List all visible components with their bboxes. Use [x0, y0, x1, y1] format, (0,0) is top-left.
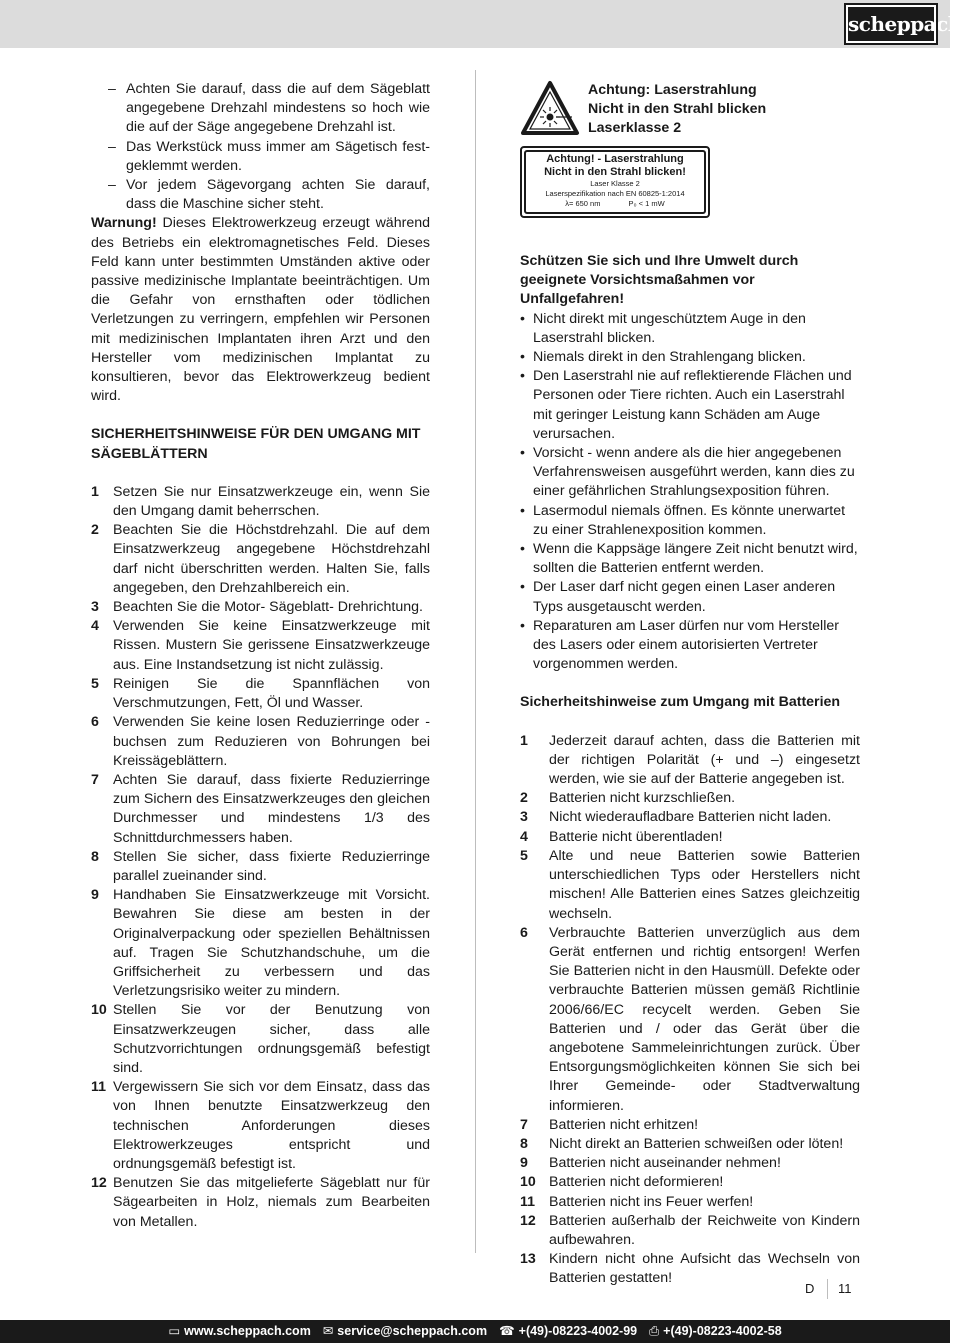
- list-item: [91, 1001, 430, 1078]
- list-item: [520, 367, 860, 444]
- right-column: [520, 80, 860, 1289]
- list-item: [91, 771, 430, 848]
- list-item: [520, 847, 860, 924]
- item-text: Der Laser darf nicht gegen einen Laser anderen Typs ausgetauscht werden.: [533, 579, 836, 615]
- label-wavelength: λ= 650 nm: [565, 199, 601, 208]
- bullet-icon: •: [520, 310, 525, 327]
- laser-warning: [520, 80, 860, 142]
- list-item: [520, 540, 860, 578]
- computer-icon: ▭: [168, 1324, 181, 1338]
- item-number: 7: [91, 771, 99, 788]
- item-text: Nicht wiederaufladbare Batterien nicht laden.: [549, 809, 832, 826]
- item-text: Stellen Sie sicher, dass fixierte Reduzierringe parallel zueinander sind.: [113, 848, 430, 884]
- item-text: Wenn die Kappsäge längere Zeit nicht benutzt wird, sollten die Batterien entfernt werden.: [533, 541, 858, 577]
- list-item: [520, 732, 860, 790]
- item-text: Stellen Sie vor der Benutzung von Einsatzwerkzeugen sicher, dass alle Schutzvorrichtungen ordnungsgemäß befestigt sind.: [113, 1002, 430, 1076]
- list-item: [520, 502, 860, 540]
- item-text: Den Laserstrahl nie auf reflektierende Flächen und Personen oder Tiere richten. Auch ein Laserstrahl mit geringer Leistung kann Schäden am Auge verursachen.: [533, 368, 852, 442]
- bullet-icon: •: [520, 445, 525, 462]
- phone-icon: ☎: [499, 1324, 515, 1338]
- footer-phone: ☎ +(49)-08223-4002-99: [499, 1324, 638, 1338]
- item-text: Niemals direkt in den Strahlengang blicken.: [533, 349, 806, 366]
- item-number: 7: [520, 1116, 528, 1133]
- list-item: [520, 808, 860, 827]
- bullet-icon: •: [520, 541, 525, 558]
- item-text: Vergewissern Sie sich vor dem Einsatz, dass das von Ihnen benutzte Einsatzwerkzeug den technischen Anforderungen dieses Elektrowerkzeuges entspricht und ordnungsgemäß befestigt ist.: [113, 1079, 430, 1172]
- item-text: Alte und neue Batterien sowie Batterien unterschiedlichen Typs oder Herstellers nicht mischen! Alle Batterien eines Satzes gleichzeitig wechseln.: [549, 847, 860, 922]
- list-item: [91, 1174, 430, 1232]
- item-text: Kindern nicht ohne Aufsicht das Wechseln von Batterien gestatten!: [549, 1251, 860, 1287]
- item-number: 6: [520, 924, 528, 941]
- item-text: Achten Sie darauf, dass fixierte Reduzierringe zum Sichern des Einsatzwerkzeuges den gleichen Durchmesser und mindestens 1/3 des Schnittdurchmessers haben.: [113, 771, 430, 846]
- item-text: Verbrauchte Batterien unverzüglich aus dem Gerät entfernen und richtig entsorgen! Werfen Sie Batterien nicht in den Hausmüll. Defekte oder verbrauchte Batterien müssen gemäß Richtlinie 2006/66/EC recycelt werden. Geben Sie Batterien und / oder das Gerät über die angebotene Sammeleinrichtungen zurück. Über Entsorgungsmöglichkeiten können Sie sich bei Ihrer Gemeinde- oder Stadtverwaltung informieren.: [549, 924, 860, 1114]
- list-item: [520, 1193, 860, 1212]
- item-number: 3: [520, 809, 528, 826]
- list-item: [520, 789, 860, 808]
- fax-icon: ⎙: [649, 1324, 660, 1338]
- header-bar: [0, 0, 962, 48]
- scheppach-logo: scheppach: [846, 5, 936, 43]
- footer-web[interactable]: ▭ www.scheppach.com: [168, 1324, 311, 1338]
- item-number: 5: [91, 675, 99, 692]
- item-text: Verwenden Sie keine Einsatzwerkzeuge mit Rissen. Mustern Sie gerissene Einsatzwerkzeuge aus. Eine Instandsetzung ist nicht zulässig.: [113, 618, 430, 673]
- item-number: 12: [91, 1175, 107, 1192]
- item-text: Beachten Sie die Motor- Sägeblatt- Drehrichtung.: [113, 599, 423, 616]
- page-number-value: 11: [838, 1281, 852, 1296]
- item-number: 10: [91, 1002, 107, 1019]
- list-item: – Vor jedem Sägevorgang achten Sie darauf, dass die Maschine sicher steht.: [108, 177, 430, 213]
- bullet-icon: •: [520, 617, 525, 634]
- item-number: 11: [520, 1193, 535, 1210]
- list-item: [91, 1078, 430, 1174]
- bullet-icon: •: [520, 368, 525, 385]
- item-number: 9: [91, 887, 99, 904]
- item-number: 4: [91, 618, 99, 635]
- item-text: Lasermodul niemals öffnen. Es könnte unerwartet zu einer Strahlenexposition kommen.: [533, 502, 846, 538]
- label-class: Laser Klasse 2: [590, 179, 640, 188]
- laser-class-label: [520, 146, 710, 218]
- page-number: [805, 1280, 852, 1299]
- list-item: [520, 444, 860, 502]
- list-item: [91, 713, 430, 771]
- item-text: Reinigen Sie die Spannflächen von Verschmutzungen, Fett, Öl und Wasser.: [113, 675, 430, 712]
- item-text: Handhaben Sie Einsatzwerkzeuge mit Vorsicht. Bewahren Sie diese am besten in der Originalverpackung oder speziellen Behältnissen auf. Tragen Sie Schutzhandschuhe, um die Griffsicherheit zu verbessern und das Verletzungsrisiko weiter zu mindern.: [113, 887, 430, 1000]
- item-text: Batterien nicht auseinander nehmen!: [549, 1155, 781, 1172]
- list-item: [520, 578, 860, 616]
- item-number: 2: [520, 790, 528, 807]
- item-text: Batterie nicht überentladen!: [549, 828, 723, 845]
- footer-bar: [0, 1320, 950, 1343]
- laser-warning-icon: [520, 80, 580, 136]
- item-number: 6: [91, 714, 99, 731]
- warning-label: Warnung!: [91, 215, 157, 232]
- item-number: 8: [91, 848, 99, 865]
- item-number: 10: [520, 1174, 536, 1191]
- item-number: 13: [520, 1251, 536, 1268]
- list-item: [520, 310, 860, 348]
- item-number: 9: [520, 1155, 528, 1172]
- item-text: Batterien nicht ins Feuer werfen!: [549, 1193, 754, 1210]
- item-text: Nicht direkt an Batterien schweißen oder löten!: [549, 1135, 844, 1152]
- bullet-icon: •: [520, 579, 525, 596]
- item-number: 1: [520, 732, 528, 749]
- item-text: Reparaturen am Laser dürfen nur vom Hersteller des Lasers oder einem autorisierten Vertreter vorgenommen werden.: [533, 617, 839, 673]
- laser-warning-line: Laserklasse 2: [588, 120, 682, 137]
- list-item: – Das Werkstück muss immer am Sägetisch fest-geklemmt werden.: [108, 138, 430, 174]
- list-item: [520, 1116, 860, 1135]
- language-code: D: [805, 1281, 815, 1296]
- item-text: Batterien nicht erhitzen!: [549, 1116, 699, 1133]
- list-item: [91, 675, 430, 713]
- item-text: Verwenden Sie keine losen Reduzierringe oder -buchsen zum Reduzieren von Bohrungen bei Kreissägeblättern.: [113, 714, 430, 769]
- item-text: Batterien nicht kurzschließen.: [549, 790, 736, 807]
- laser-warning-line: Nicht in den Strahl blicken: [588, 101, 767, 118]
- footer-mail[interactable]: ✉ service@scheppach.com: [322, 1324, 488, 1338]
- label-spec: Laserspezifikation nach EN 60825-1:2014: [545, 189, 685, 198]
- list-item: [91, 886, 430, 1001]
- label-power: P₀ < 1 mW: [628, 199, 665, 208]
- item-text: Setzen Sie nur Einsatzwerkzeuge ein, wenn Sie den Umgang damit beherrschen.: [113, 483, 430, 520]
- list-item: [520, 828, 860, 847]
- label-title: Achtung! - Laserstrahlung: [546, 153, 684, 165]
- label-subtitle: Nicht in den Strahl blicken!: [544, 166, 686, 178]
- list-item: [520, 617, 860, 675]
- mail-icon: ✉: [322, 1324, 334, 1338]
- item-text: Batterien außerhalb der Reichweite von Kindern aufbewahren.: [549, 1212, 860, 1248]
- footer-fax: ⎙ +(49)-08223-4002-58: [649, 1324, 782, 1338]
- item-number: 8: [520, 1135, 528, 1152]
- list-item: [520, 1212, 860, 1250]
- bullet-icon: •: [520, 349, 525, 366]
- list-item: [520, 1173, 860, 1192]
- list-item: [91, 848, 430, 886]
- item-number: 4: [520, 828, 528, 845]
- emf-warning: Warnung! Dieses Elektrowerkzeug erzeugt während des Betriebs ein elektromagnetisches Feld. Dieses Feld kann unter bestimmten Umständen aktive oder passive medizinische Implantate beeinträchtigen. Um die Gefahr von ernsthaften oder tödlichen Verletzungen zu verringern, empfehlen wir Personen mit medizinischen Implantaten ihren Arzt und den Hersteller vom medizinischen Implantat zu konsultieren, bevor das Elektrowerkzeug bedient wird.: [91, 215, 430, 405]
- item-text: Nicht direkt mit ungeschütztem Auge in den Laserstrahl blicken.: [533, 310, 806, 346]
- left-column: [91, 80, 430, 1232]
- laser-safety-list: [520, 310, 860, 675]
- item-number: 12: [520, 1212, 536, 1229]
- bullet-icon: •: [520, 502, 525, 519]
- item-text: Beachten Sie die Höchstdrehzahl. Die auf dem Einsatzwerkzeug angegebene Höchstdrehzahl darf nicht überschritten werden. Halten Sie, falls angegeben, den Drehzahlbereich ein.: [113, 522, 430, 596]
- list-item: [91, 483, 430, 521]
- item-text: Batterien nicht deformieren!: [549, 1174, 724, 1191]
- list-item: [91, 617, 430, 675]
- list-item: [520, 348, 860, 367]
- item-number: 11: [91, 1079, 106, 1096]
- list-item: [520, 924, 860, 1116]
- section-heading: Sicherheitshinweise zum Umgang mit Batterien: [520, 694, 841, 711]
- item-text: Benutzen Sie das mitgelieferte Sägeblatt nur für Sägearbeiten in Holz, niemals zum Bearbeiten von Metallen.: [113, 1175, 430, 1230]
- section-heading: SICHERHEITSHINWEISE FÜR DEN UMGANG MIT SÄGEBLÄTTERN: [91, 426, 421, 462]
- item-number: 1: [91, 483, 99, 500]
- list-item: – Achten Sie darauf, dass die auf dem Sägeblatt angegebene Drehzahl mindestens so hoch wie die auf der Säge angegebene Drehzahl ist.: [108, 81, 430, 136]
- section-heading: Schützen Sie sich und Ihre Umwelt durch geeignete Vorsichtsmaßahmen vor Unfallgefahren!: [520, 253, 799, 308]
- sawblade-safety-list: [91, 483, 430, 1232]
- laser-warning-line: Achtung: Laserstrahlung: [588, 82, 757, 98]
- list-item: [520, 1154, 860, 1173]
- item-number: 2: [91, 522, 99, 539]
- list-item: [91, 521, 430, 598]
- item-number: 3: [91, 599, 99, 616]
- list-item: [520, 1135, 860, 1154]
- item-text: Jederzeit darauf achten, dass die Batterien mit der richtigen Polarität (+ und –) eingesetzt werden, wie sie auf der Batterie angegeben ist.: [549, 732, 860, 788]
- item-text: Vorsicht - wenn andere als die hier angegebenen Verfahrensweisen ausgeführt werden, kann dies zu einer gefährlichen Strahlungsexposition führen.: [533, 445, 855, 500]
- battery-safety-list: [520, 732, 860, 1289]
- item-number: 5: [520, 847, 528, 864]
- list-item: [91, 598, 430, 617]
- column-divider: [475, 70, 476, 1253]
